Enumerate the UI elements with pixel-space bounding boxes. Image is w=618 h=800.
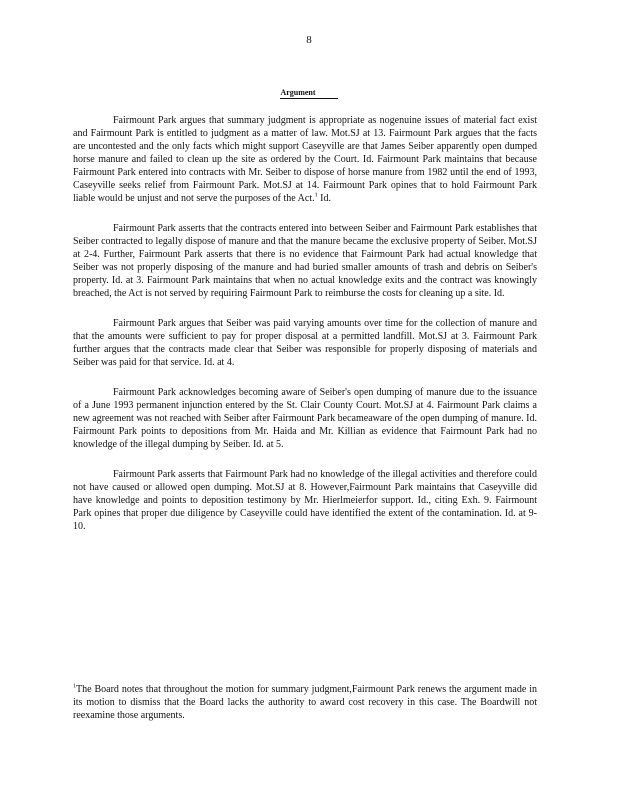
paragraph-1-text: Fairmount Park argues that summary judgment is appropriate as nogenuine issues of material fact exist and Fairmount Park is entitled to judgment as a matter of law. Mot.SJ at 13. Fairmount Park argues that the facts are uncontested and the only facts which might support Caseyville are that James Seiber apparently open dumped horse manure and failed to clean up the site as ordered by the Court. Id. Fairmount Park maintains that because Fairmount Park entered into contracts with Mr. Seiber to dispose of horse manure from 1982 until the end of 1993, Caseyville seeks relief from Fairmount Park. Mot.SJ at 14. Fairmount Park opines that to hold Fairmount Park liable would be unjust and not serve the purposes of the Act.	[73, 115, 537, 204]
page-number: 8	[306, 34, 312, 46]
section-heading	[0, 88, 618, 99]
footnote-text: The Board notes that throughout the motion for summary judgment,Fairmount Park renews the argument made in its motion to dismiss that the Board lacks the authority to award cost recovery in this case. The Boardwill not reexamine those arguments.	[73, 684, 537, 721]
section-heading-text: Argument	[280, 88, 337, 99]
paragraph-4: Fairmount Park acknowledges becoming aware of Seiber's open dumping of manure due to the issuance of a June 1993 permanent injunction entered by the St. Clair County Court. Mot.SJ at 4. Fairmount Park claims a new agreement was not reached with Seiber after Fairmount Park becameaware of the open dumping of manure. Id. Fairmount Park points to depositions from Mr. Haida and Mr. Killian as evidence that Fairmount Park had no knowledge of the illegal dumping by Seiber. Id. at 5.	[73, 387, 537, 450]
footnote-marker: 1	[73, 683, 76, 690]
footnote-reference[interactable]: 1	[314, 192, 318, 199]
paragraph-2: Fairmount Park asserts that the contracts entered into between Seiber and Fairmount Park establishes that Seiber contracted to legally dispose of manure and that the manure became the exclusive property of Seiber. Mot.SJ at 2-4. Further, Fairmount Park asserts that there is no evidence that Fairmount Park had actual knowledge that Seiber was not properly disposing of the manure and had buried smaller amounts of trash and debris on Seiber's property. Id. at 3. Fairmount Park maintains that when no actual knowledge exits and the contract was knowingly breached, the Act is not served by requiring Fairmount Park to reimburse the costs for cleaning up a site. Id.	[73, 223, 537, 299]
document-body	[73, 114, 537, 550]
paragraph-3: Fairmount Park argues that Seiber was paid varying amounts over time for the collection of manure and that the amounts were sufficient to pay for proper disposal at a permitted landfill. Mot.SJ at 3. Fairmount Park further argues that the contracts made clear that Seiber was responsible for properly disposing of materials and Seiber was paid for that service. Id. at 4.	[73, 318, 537, 368]
paragraph-1-citation: Id.	[320, 193, 331, 204]
paragraph-1	[73, 114, 537, 205]
footnote	[73, 683, 537, 722]
paragraph-5: Fairmount Park asserts that Fairmount Park had no knowledge of the illegal activities and therefore could not have caused or allowed open dumping. Mot.SJ at 8. However,Fairmount Park maintains that Caseyville did have knowledge and points to deposition testimony by Mr. Hierlmeierfor support. Id., citing Exh. 9. Fairmount Park opines that proper due diligence by Caseyville could have identified the extent of the contamination. Id. at 9-10.	[73, 469, 537, 532]
